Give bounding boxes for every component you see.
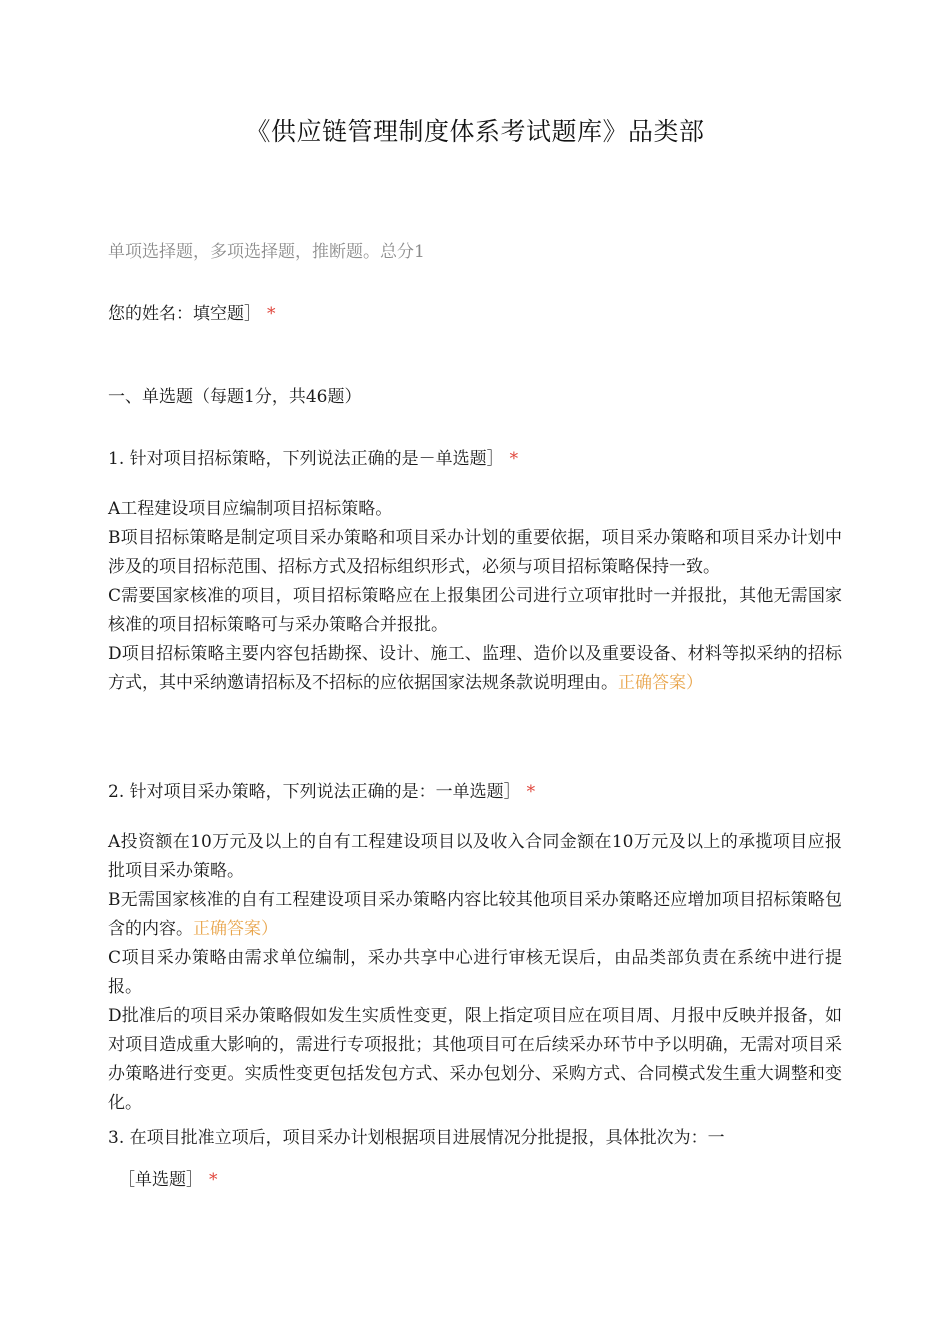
correct-answer-marker: 正确答案） xyxy=(618,673,703,693)
question-2 xyxy=(108,778,842,1118)
name-field-label-row[interactable] xyxy=(108,300,276,328)
option-d-text: D项目招标策略主要内容包括勘探、设计、施工、监理、造价以及重要设备、材料等拟采纳的招标方式，其中采纳邀请招标及不招标的应依据国家法规条款说明理由。 xyxy=(108,644,842,693)
question-stem xyxy=(108,445,842,474)
section-heading-single-choice: 一、单选题（每题1分，共46题） xyxy=(108,387,362,407)
document-subtitle: 单项选择题，多项选择题，推断题。总分1 xyxy=(108,242,425,262)
required-asterisk: * xyxy=(526,782,536,802)
option-a[interactable]: A投资额在10万元及以上的自有工程建设项目以及收入合同金额在10万元及以上的承揽项目应报批项目采办策略。 xyxy=(108,832,842,881)
document-title: 《供应链管理制度体系考试题库》品类部 xyxy=(245,117,705,146)
question-stem-text: 2. 针对项目采办策略，下列说法正确的是：一单选题］ xyxy=(108,782,521,802)
option-c[interactable]: C需要国家核准的项目，项目招标策略应在上报集团公司进行立项审批时一并报批，其他无需国家核准的项目招标策略可与采办策略合并报批。 xyxy=(108,586,842,635)
question-3 xyxy=(108,1124,842,1195)
name-field-label: 您的姓名：填空题］ xyxy=(108,304,261,324)
option-b-text: B无需国家核准的自有工程建设项目采办策略内容比较其他项目采办策略还应增加项目招标策略包含的内容。 xyxy=(108,890,842,939)
required-asterisk: * xyxy=(509,449,519,469)
question-stem xyxy=(108,778,842,807)
correct-answer-marker: 正确答案） xyxy=(193,919,278,939)
required-asterisk: * xyxy=(267,304,276,324)
option-d[interactable]: D批准后的项目采办策略假如发生实质性变更，限上指定项目应在项目周、月报中反映并报备，如对项目造成重大影响的，需进行专项报批；其他项目可在后续采办环节中予以明确，无需对项目采办策略进行变更。实质性变更包括发包方式、采办包划分、采购方式、合同模式发生重大调整和变化。 xyxy=(108,1006,842,1113)
option-d[interactable] xyxy=(108,640,842,698)
question-stem-text: 1. 针对项目招标策略，下列说法正确的是－单选题］ xyxy=(108,449,504,469)
option-b[interactable] xyxy=(108,886,842,944)
option-b[interactable]: B项目招标策略是制定项目采办策略和项目采办计划的重要依据，项目采办策略和项目采办计划中涉及的项目招标范围、招标方式及招标组织形式，必须与项目招标策略保持一致。 xyxy=(108,528,842,577)
option-a[interactable]: A工程建设项目应编制项目招标策略。 xyxy=(108,499,393,519)
question-stem: 3. 在项目批准立项后，项目采办计划根据项目进展情况分批提报，具体批次为：一 xyxy=(108,1128,725,1148)
question-type-row xyxy=(108,1166,842,1195)
option-list xyxy=(108,495,842,698)
option-list xyxy=(108,828,842,1118)
required-asterisk: * xyxy=(209,1170,218,1190)
option-c[interactable]: C项目采办策略由需求单位编制，采办共享中心进行审核无误后，由品类部负责在系统中进行提报。 xyxy=(108,948,842,997)
question-type-label: ［单选题］ xyxy=(118,1170,203,1190)
question-1 xyxy=(108,445,842,698)
